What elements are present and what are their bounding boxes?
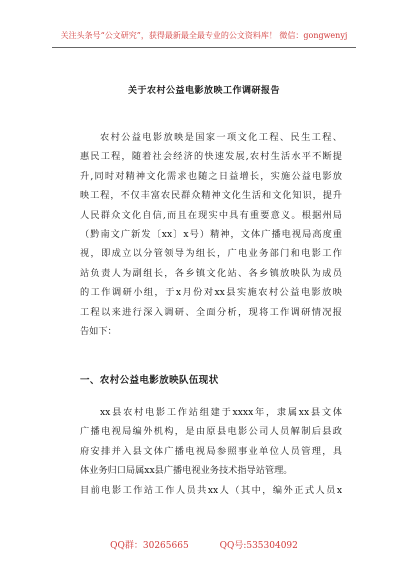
paragraph-line: xx县农村电影工作站组建于xxxx年，隶属xx县文体 bbox=[100, 407, 342, 418]
paragraph-line: 农村公益电影放映是国家一项文化工程、民生工程、 bbox=[100, 132, 342, 143]
paragraph-line: 工程以来进行深入调研、全面分析，现将工作调研情况报 bbox=[80, 306, 342, 318]
paragraph-line: 府安排并入县文体广播电视局参照事业单位人员管理，具 bbox=[80, 445, 342, 457]
paragraph-line: 体业务归口局属xx县广播电视业务技术指导站管理。 bbox=[80, 465, 293, 477]
footer bbox=[0, 538, 408, 551]
paragraph-line: 人民群众文化自信,而且在现实中具有重要意义。根据州局 bbox=[80, 209, 342, 221]
header-divider bbox=[52, 47, 356, 48]
paragraph-line: 映工程，不仅丰富农民群众精神文化生活和文化知识，提升 bbox=[80, 190, 342, 202]
footer-qq: QQ号:535304092 bbox=[219, 541, 298, 551]
paragraph-line: 目前电影工作站工作人员共xx人（其中，编外正式人员x bbox=[80, 484, 342, 496]
paragraph-line: 视，即成立以分管领导为组长，广电业务部门和电影工作 bbox=[80, 248, 342, 260]
paragraph-line: （黔南文广新发〔xx〕x号）精神，文体广播电视局高度重 bbox=[80, 229, 342, 241]
paragraph-line: 的工作调研小组，于x月份对xx县实施农村公益电影放映 bbox=[80, 287, 342, 299]
header-banner: 关注头条号“公文研究”，获得最新最全最专业的公文资料库！ 微信：gongwenyj bbox=[60, 31, 348, 40]
paragraph-line: 告如下： bbox=[80, 326, 117, 338]
document-title: 关于农村公益电影放映工作调研报告 bbox=[127, 86, 280, 96]
paragraph-line: 站负责人为副组长，各乡镇文化站、各乡镇放映队为成员 bbox=[80, 267, 342, 279]
paragraph-line: 广播电视局编外机构，是由原县电影公司人员解制后县政 bbox=[80, 426, 342, 438]
section-heading: 一、农村公益电影放映队伍现状 bbox=[80, 375, 219, 386]
paragraph-1 bbox=[80, 128, 342, 341]
paragraph-line: 升,同时对精神文化需求也随之日益增长，实施公益电影放 bbox=[80, 170, 342, 182]
footer-qq-group: QQ群：30265665 bbox=[110, 541, 189, 551]
paragraph-2 bbox=[80, 403, 342, 500]
paragraph-line: 惠民工程，随着社会经济的快速发展,农村生活水平不断提 bbox=[80, 151, 342, 163]
